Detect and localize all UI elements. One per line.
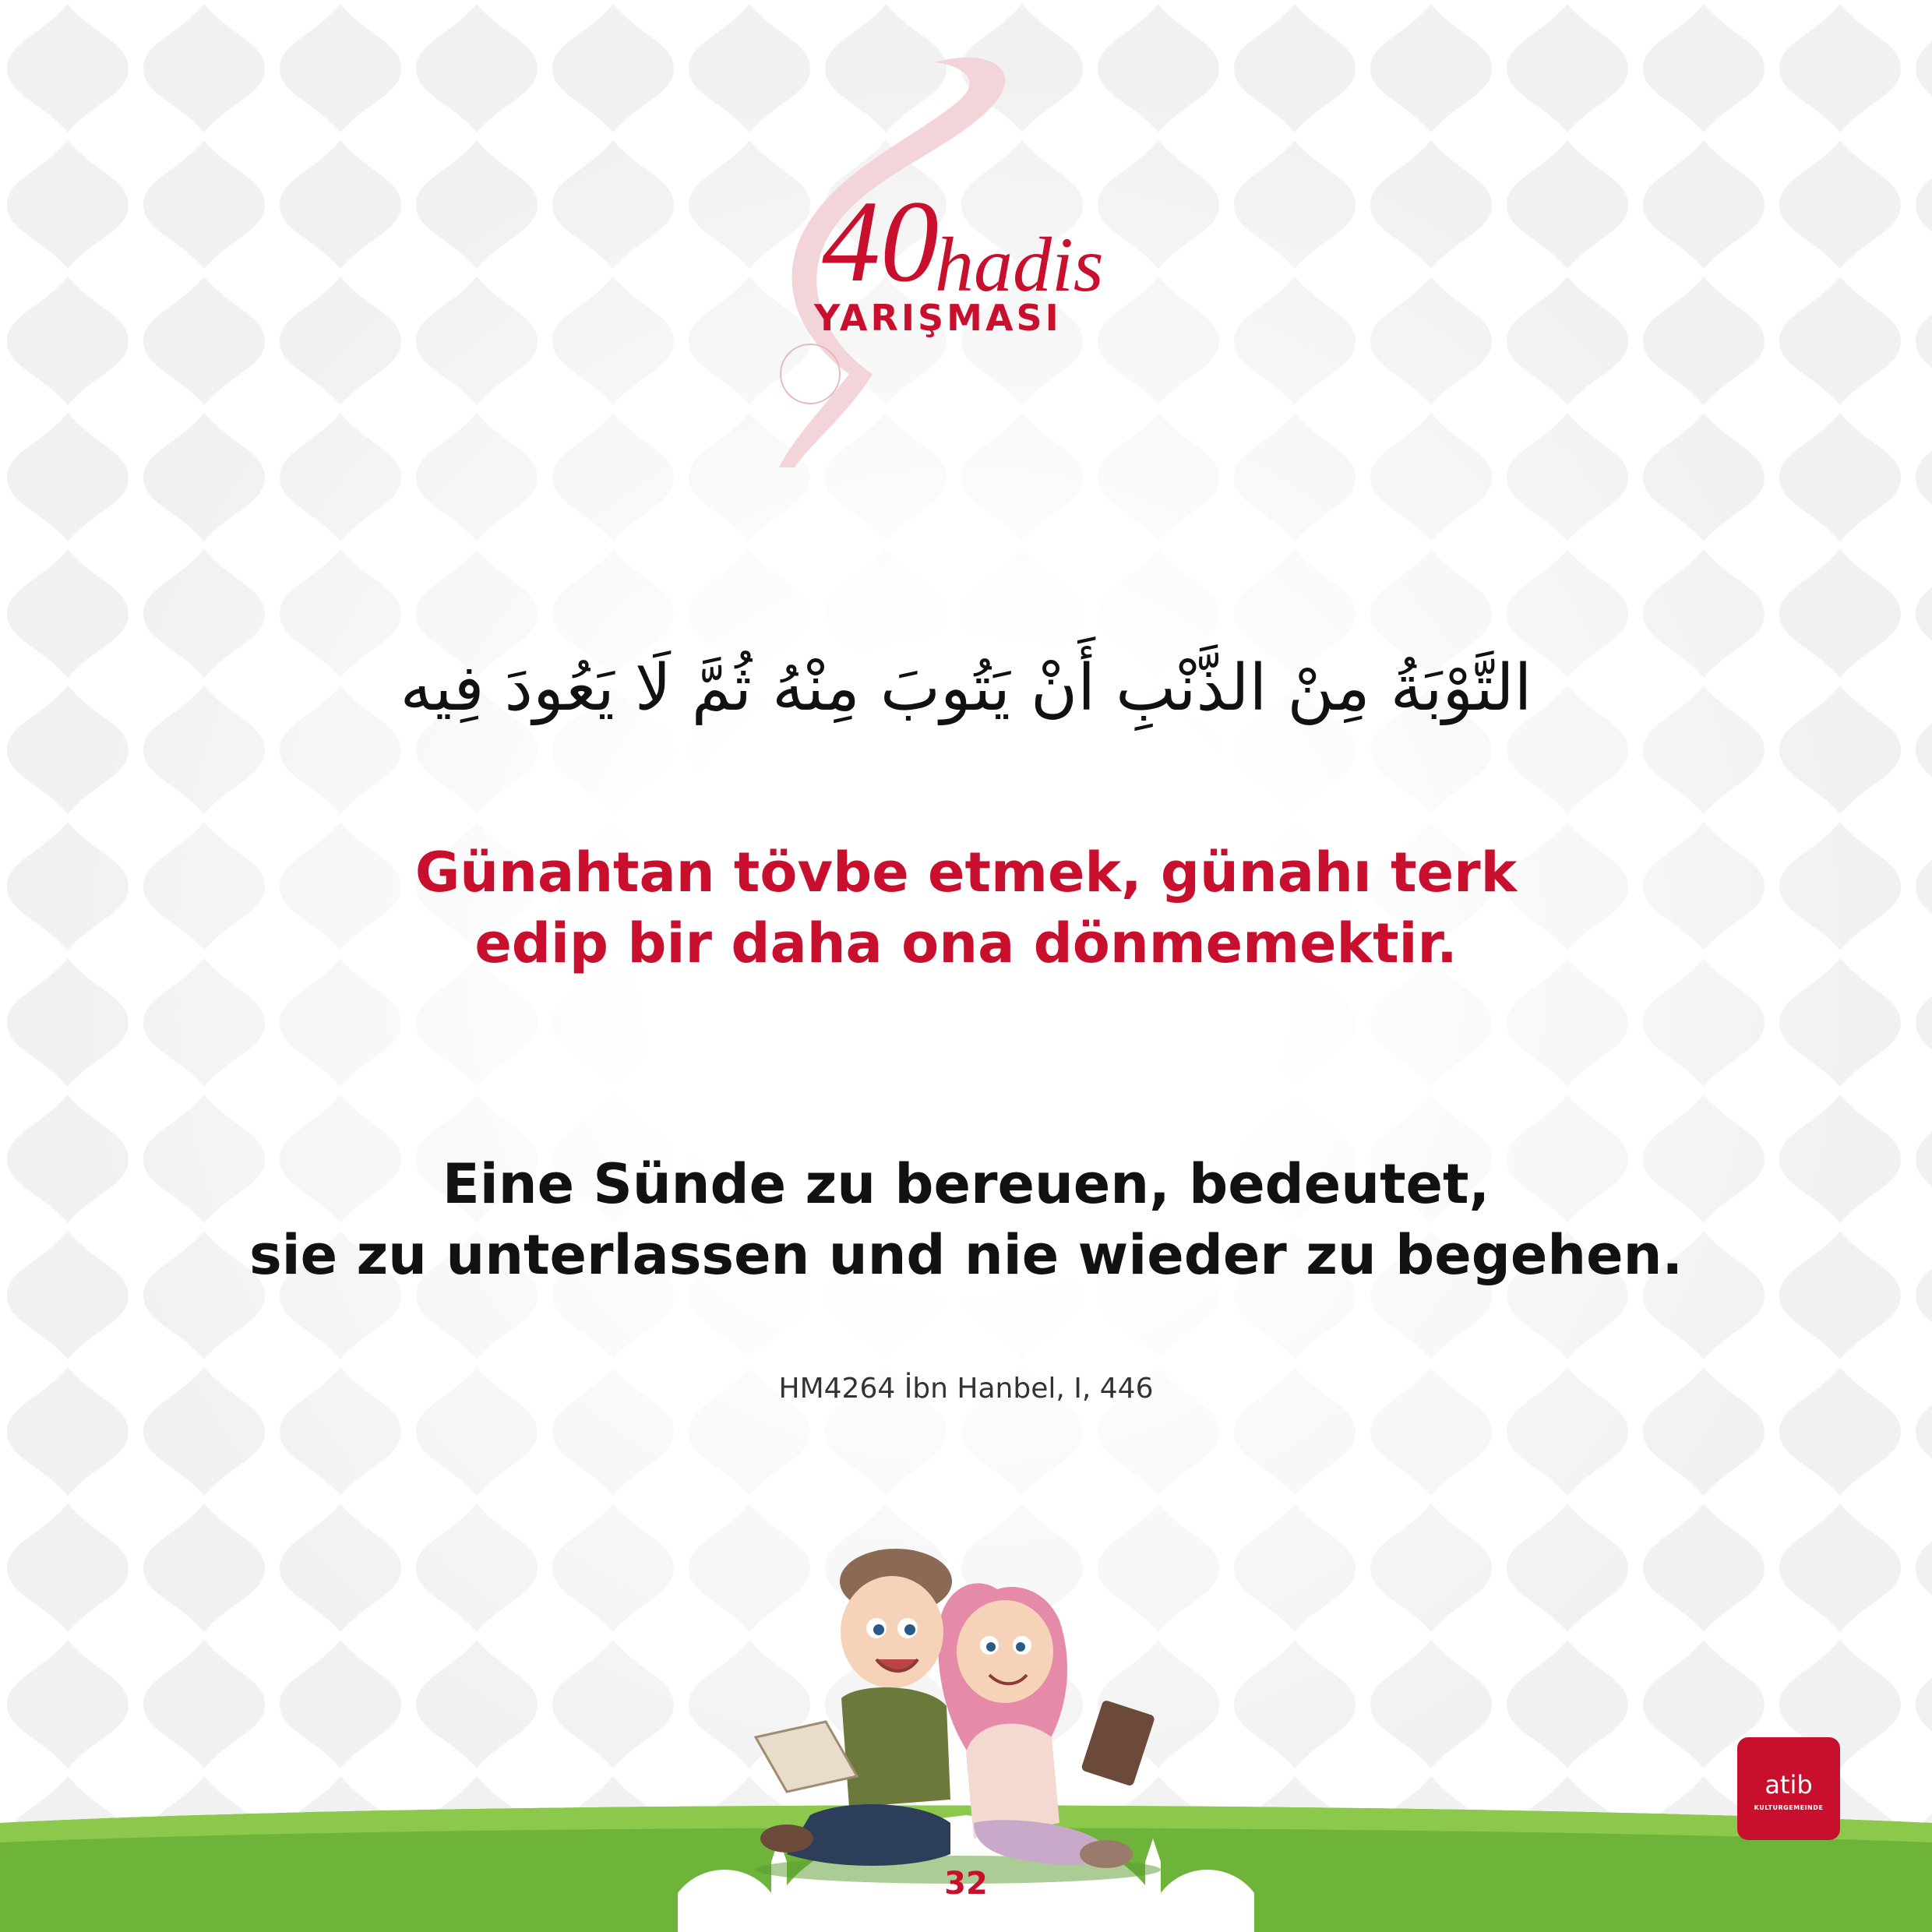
logo-number: 40	[822, 177, 939, 306]
hadith-source: HM4264 İbn Hanbel, I, 446	[778, 1373, 1154, 1405]
logo-subtitle: YARIŞMASI	[814, 297, 1062, 339]
hadith-turkish	[187, 837, 1745, 979]
page-number: 32	[944, 1866, 988, 1902]
atib-logo-word: atib	[1765, 1770, 1813, 1800]
turkish-line-2: edip bir daha ona dönmemektir.	[474, 911, 1458, 975]
turkish-line-1: Günahtan tövbe etmek, günahı terk	[414, 841, 1518, 904]
german-line-2: sie zu unterlassen und nie wieder zu begehen.	[249, 1223, 1683, 1287]
hadith-german	[109, 1149, 1823, 1291]
hadith-arabic: التَّوْبَةُ مِنْ الذَّنْبِ أَنْ يَتُوبَ مِنْهُ ثُمَّ لَا يَعُودَ فِيه	[400, 651, 1532, 725]
german-line-1: Eine Sünde zu bereuen, bedeutet,	[442, 1152, 1490, 1216]
atib-logo-subtitle: KULTURGEMEINDE	[1754, 1804, 1824, 1811]
logo-word: hadis	[935, 221, 1104, 308]
children-reading-illustration	[740, 1527, 1176, 1885]
